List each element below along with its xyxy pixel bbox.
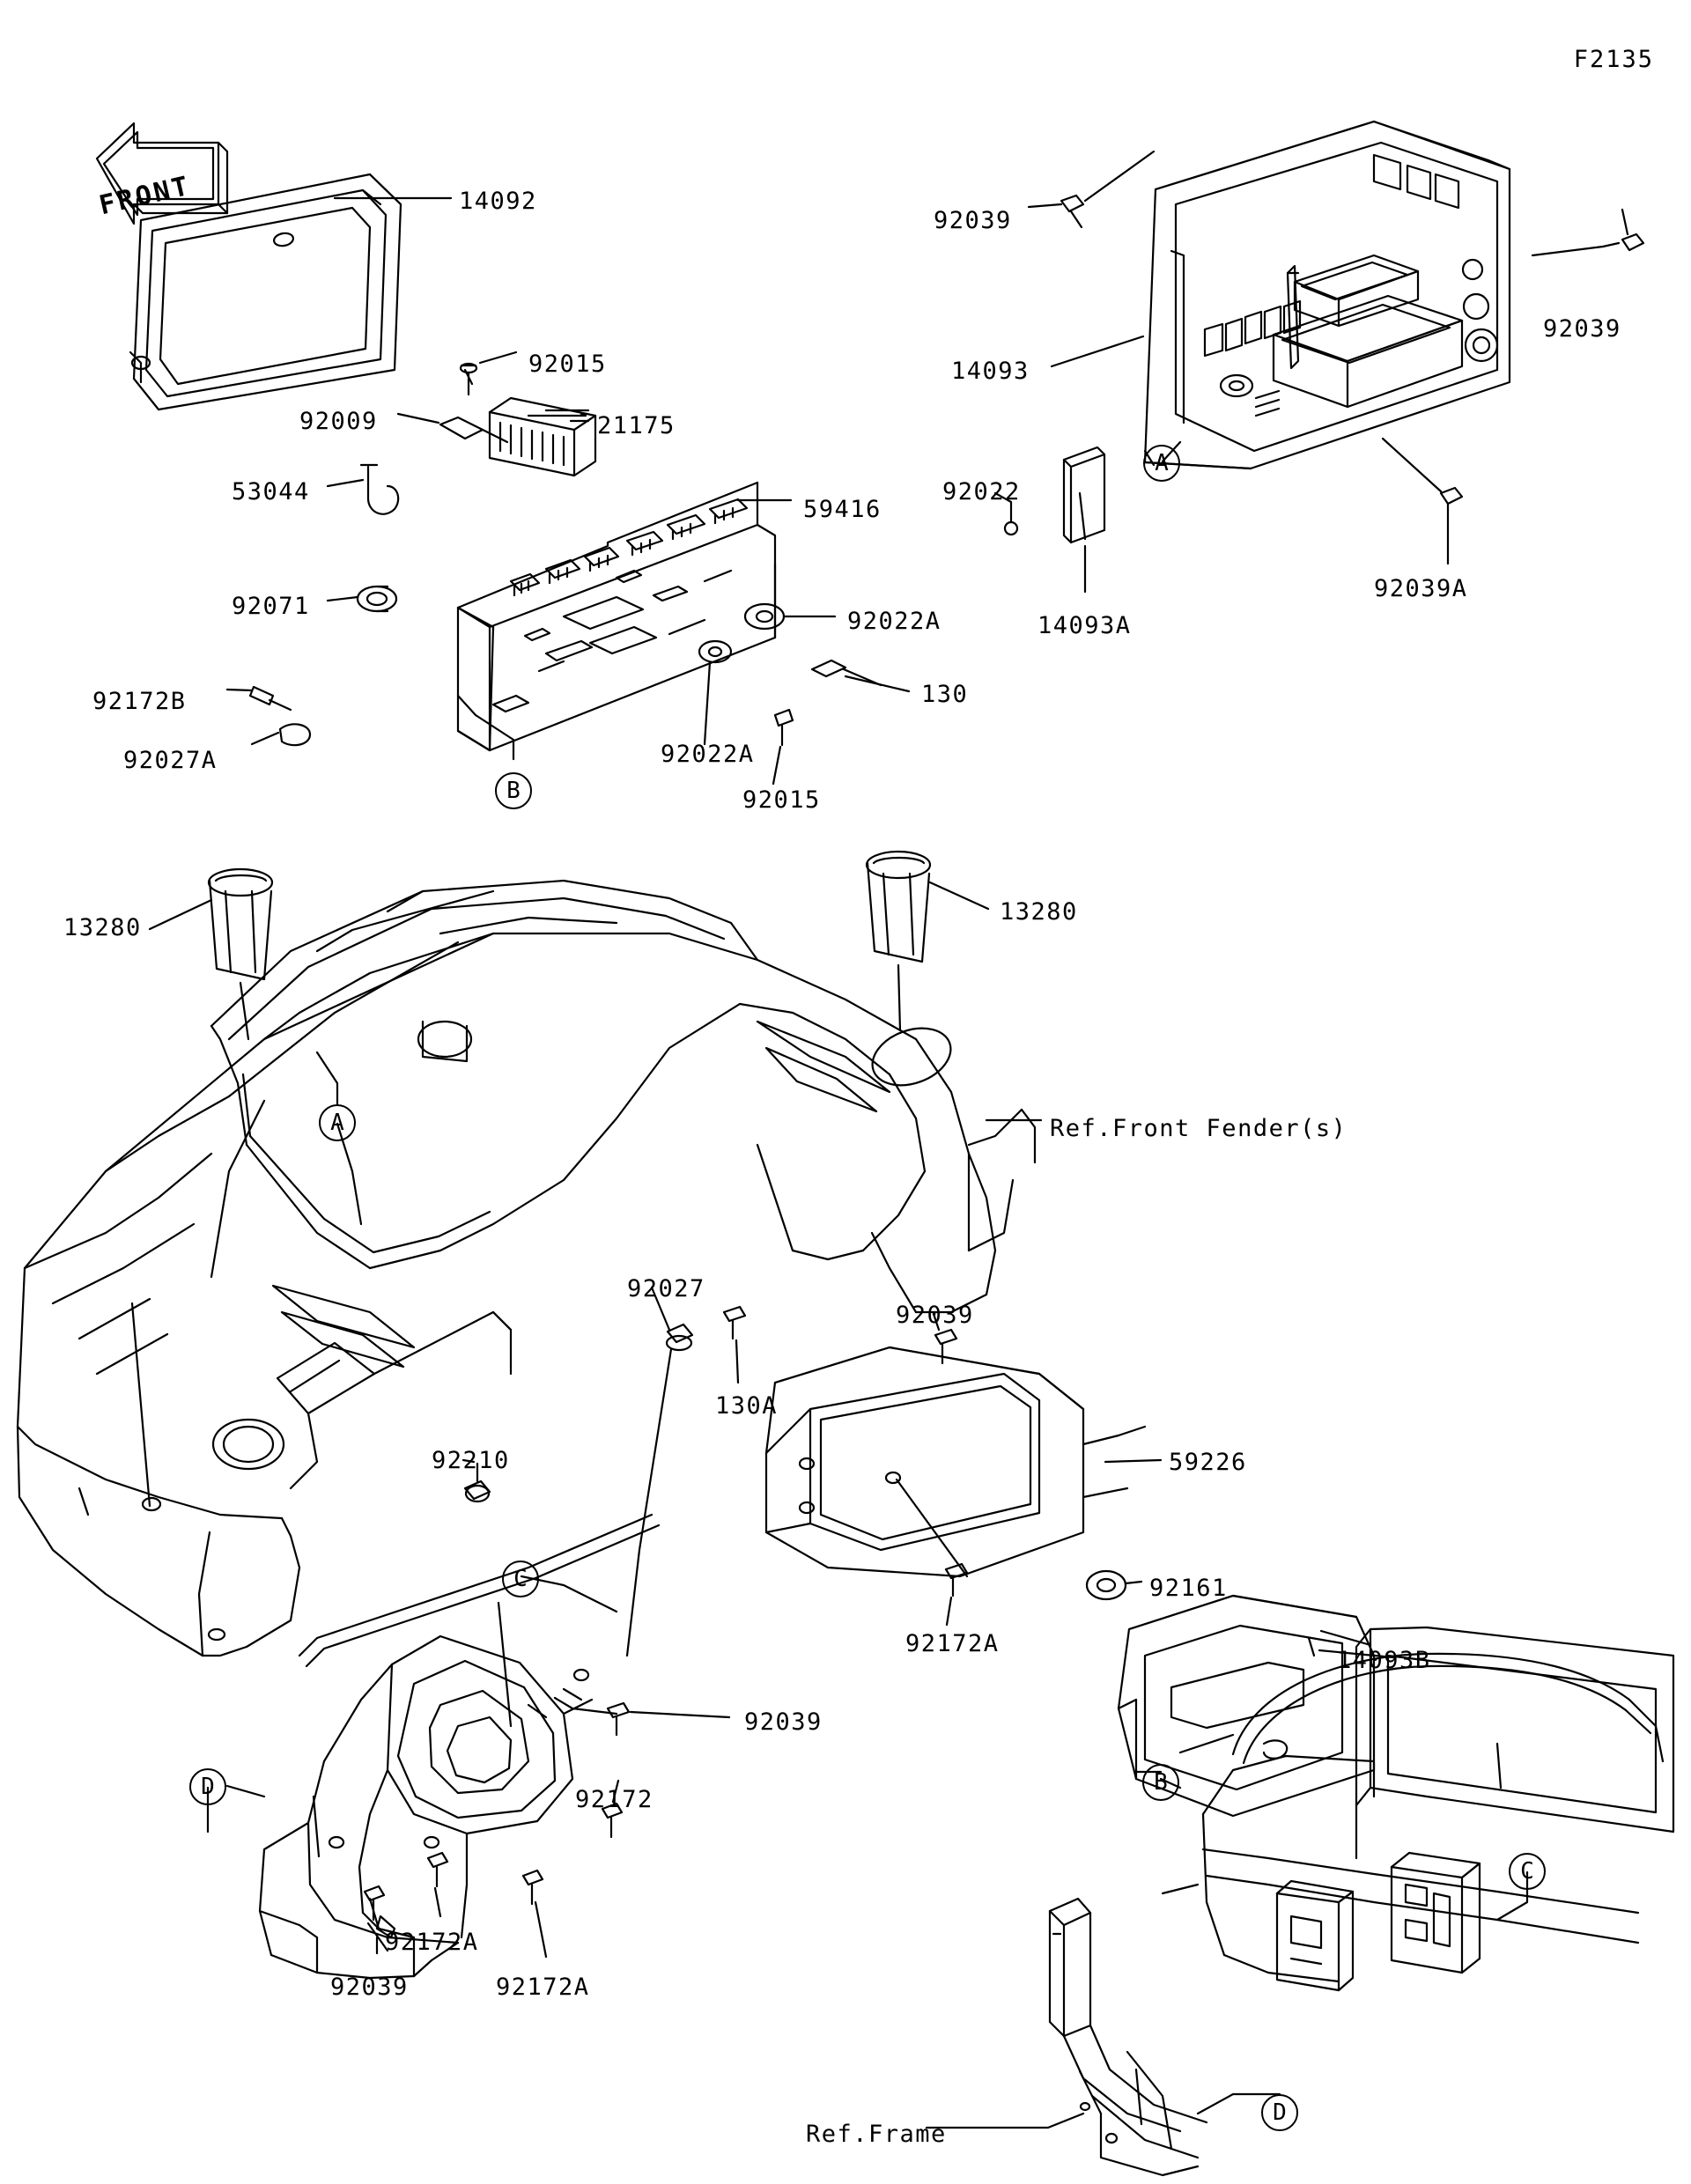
part-callout-92172b: 92172B xyxy=(92,688,187,715)
section-balloon-d-8: D xyxy=(1261,2094,1298,2131)
part-callout-92027a: 92027A xyxy=(123,747,218,774)
part-callout-92015: 92015 xyxy=(528,350,607,378)
part-callout-92172a: 92172A xyxy=(496,1974,590,2001)
part-callout-13280: 13280 xyxy=(63,914,142,941)
section-balloon-a-1: A xyxy=(1143,445,1180,482)
part-callout-92022a: 92022A xyxy=(847,608,941,635)
section-balloon-c-4: C xyxy=(502,1561,539,1597)
part-callout-92022: 92022 xyxy=(942,478,1021,505)
part-callout-14093b: 14093B xyxy=(1337,1647,1431,1674)
part-callout-92172a: 92172A xyxy=(905,1630,1000,1657)
part-callout-59226: 59226 xyxy=(1169,1449,1247,1476)
part-callout-92039: 92039 xyxy=(330,1974,409,2001)
part-callout-21175: 21175 xyxy=(597,412,676,439)
part-callout-130: 130 xyxy=(921,681,969,708)
section-balloon-b-2: B xyxy=(495,772,532,809)
part-callout-53044: 53044 xyxy=(232,478,310,505)
part-callout-92039: 92039 xyxy=(744,1708,823,1736)
part-callout-92015: 92015 xyxy=(742,786,821,814)
figure-code: F2135 xyxy=(1573,46,1654,73)
part-callout-92172: 92172 xyxy=(575,1786,654,1813)
part-callout-92039a: 92039A xyxy=(1374,575,1468,602)
part-callout-59416: 59416 xyxy=(803,496,882,523)
part-callout-14092: 14092 xyxy=(459,188,537,215)
part-callout-92210: 92210 xyxy=(432,1447,510,1474)
section-balloon-c-7: C xyxy=(1509,1853,1546,1890)
part-callout-92039: 92039 xyxy=(1543,315,1621,343)
part-callout-130a: 130A xyxy=(715,1392,779,1420)
front-arrow-label: FRONT xyxy=(96,170,194,222)
section-balloon-b-6: B xyxy=(1142,1764,1179,1801)
section-balloon-d-5: D xyxy=(189,1768,226,1805)
part-callout-92161: 92161 xyxy=(1149,1575,1228,1602)
part-callout-92071: 92071 xyxy=(232,593,310,620)
part-callout-92027: 92027 xyxy=(627,1275,705,1302)
part-callout-92039: 92039 xyxy=(934,207,1012,234)
part-callout-ref-front-fender-s: Ref.Front Fender(s) xyxy=(1050,1115,1348,1142)
section-balloon-a-3: A xyxy=(319,1104,356,1141)
part-callout-92039: 92039 xyxy=(896,1302,974,1329)
part-callout-14093: 14093 xyxy=(951,358,1030,385)
part-callout-14093a: 14093A xyxy=(1037,612,1132,639)
part-callout-13280: 13280 xyxy=(1000,898,1078,926)
part-callout-92009: 92009 xyxy=(299,408,378,435)
part-callout-92172a: 92172A xyxy=(385,1929,479,1956)
part-callout-92022a: 92022A xyxy=(661,741,755,768)
part-callout-ref-frame: Ref.Frame xyxy=(806,2121,947,2148)
